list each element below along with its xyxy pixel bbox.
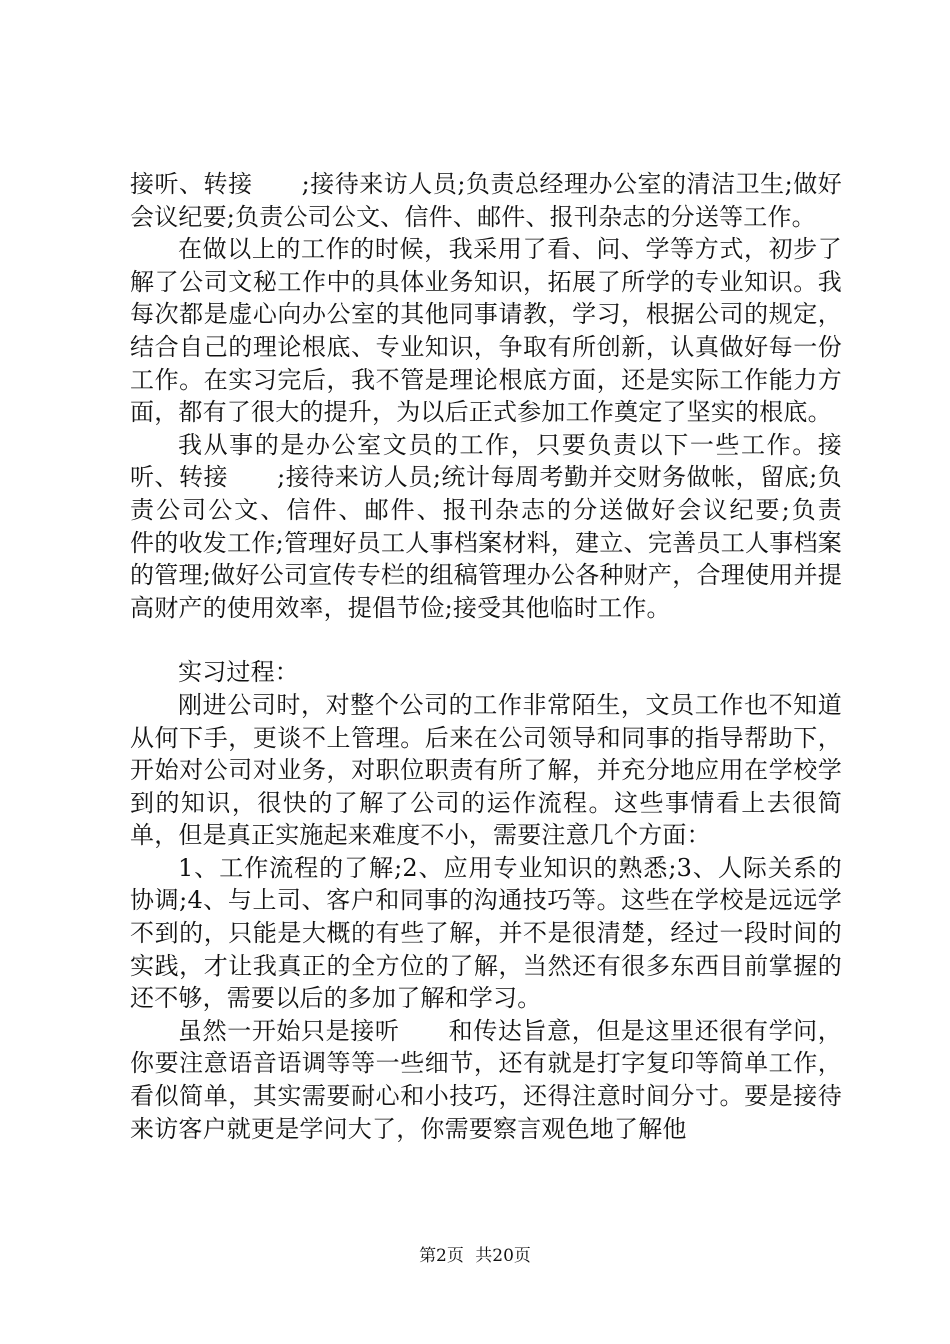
section-heading-internship-process: 实习过程： <box>178 658 299 687</box>
paragraph-key-aspects: 1、工作流程的了解;2、应用专业知识的熟悉;3、人际关系的协调;4、与上司、客户和同事的沟通技巧等。这些在学校是远远学不到的，只能是大概的有些了解，并不是很清楚，经过一段时间的实践，才让我真正的全方位的了解，当然还有很多东西目前掌握的还不够，需要以后的多加了解和学习。 <box>130 853 842 1013</box>
page-number: 第2页 <box>419 1246 464 1266</box>
paragraph-learning-methods: 在做以上的工作的时候，我采用了看、问、学等方式，初步了解了公司文秘工作中的具体业务知识，拓展了所学的专业知识。我每次都是虚心向办公室的其他同事请教，学习，根据公司的规定，结合自己的理论根底、专业知识，争取有所创新，认真做好每一份工作。在实习完后，我不管是理论根底方面，还是实际工作能力方面，都有了很大的提升，为以后正式参加工作奠定了坚实的根底。 <box>130 235 842 427</box>
paragraph-duties-continued: 接听、转接 ;接待来访人员;负责总经理办公室的清洁卫生;做好会议纪要;负责公司公文、信件、邮件、报刊杂志的分送等工作。 <box>130 170 842 231</box>
paragraph-spacer <box>130 624 842 656</box>
document-body <box>130 168 891 1145</box>
paragraph-phone-reception: 虽然一开始只是接听 和传达旨意，但是这里还很有学问，你要注意语音语调等等一些细节，还有就是打字复印等简单工作，看似简单，其实需要耐心和小技巧，还得注意时间分寸。要是接待来访客户就更是学问大了，你需要察言观色地了解他 <box>130 1016 842 1143</box>
paragraph-clerk-duties: 我从事的是办公室文员的工作，只要负责以下一些工作。接听、转接 ;接待来访人员;统计每周考勤并交财务做帐，留底;负责公司公文、信件、邮件、报刊杂志的分送做好会议纪要;负责 件的收发工作;管理好员工人事档案材料，建立、完善员工人事档案的管理;做好公司宣传专栏的组稿管理办公各种财产，合理使用并提高财产的使用效率，提倡节俭;接受其他临时工作。 <box>130 430 891 622</box>
page-footer <box>0 1241 950 1266</box>
paragraph-first-days: 刚进公司时，对整个公司的工作非常陌生，文员工作也不知道从何下手，更谈不上管理。后来在公司领导和同事的指导帮助下，开始对公司对业务，对职位职责有所了解，并充分地应用在学校学到的知识，很快的了解了公司的运作流程。这些事情看上去很简单，但是真正实施起来难度不小，需要注意几个方面： <box>130 690 842 850</box>
page-total: 共20页 <box>475 1246 531 1266</box>
